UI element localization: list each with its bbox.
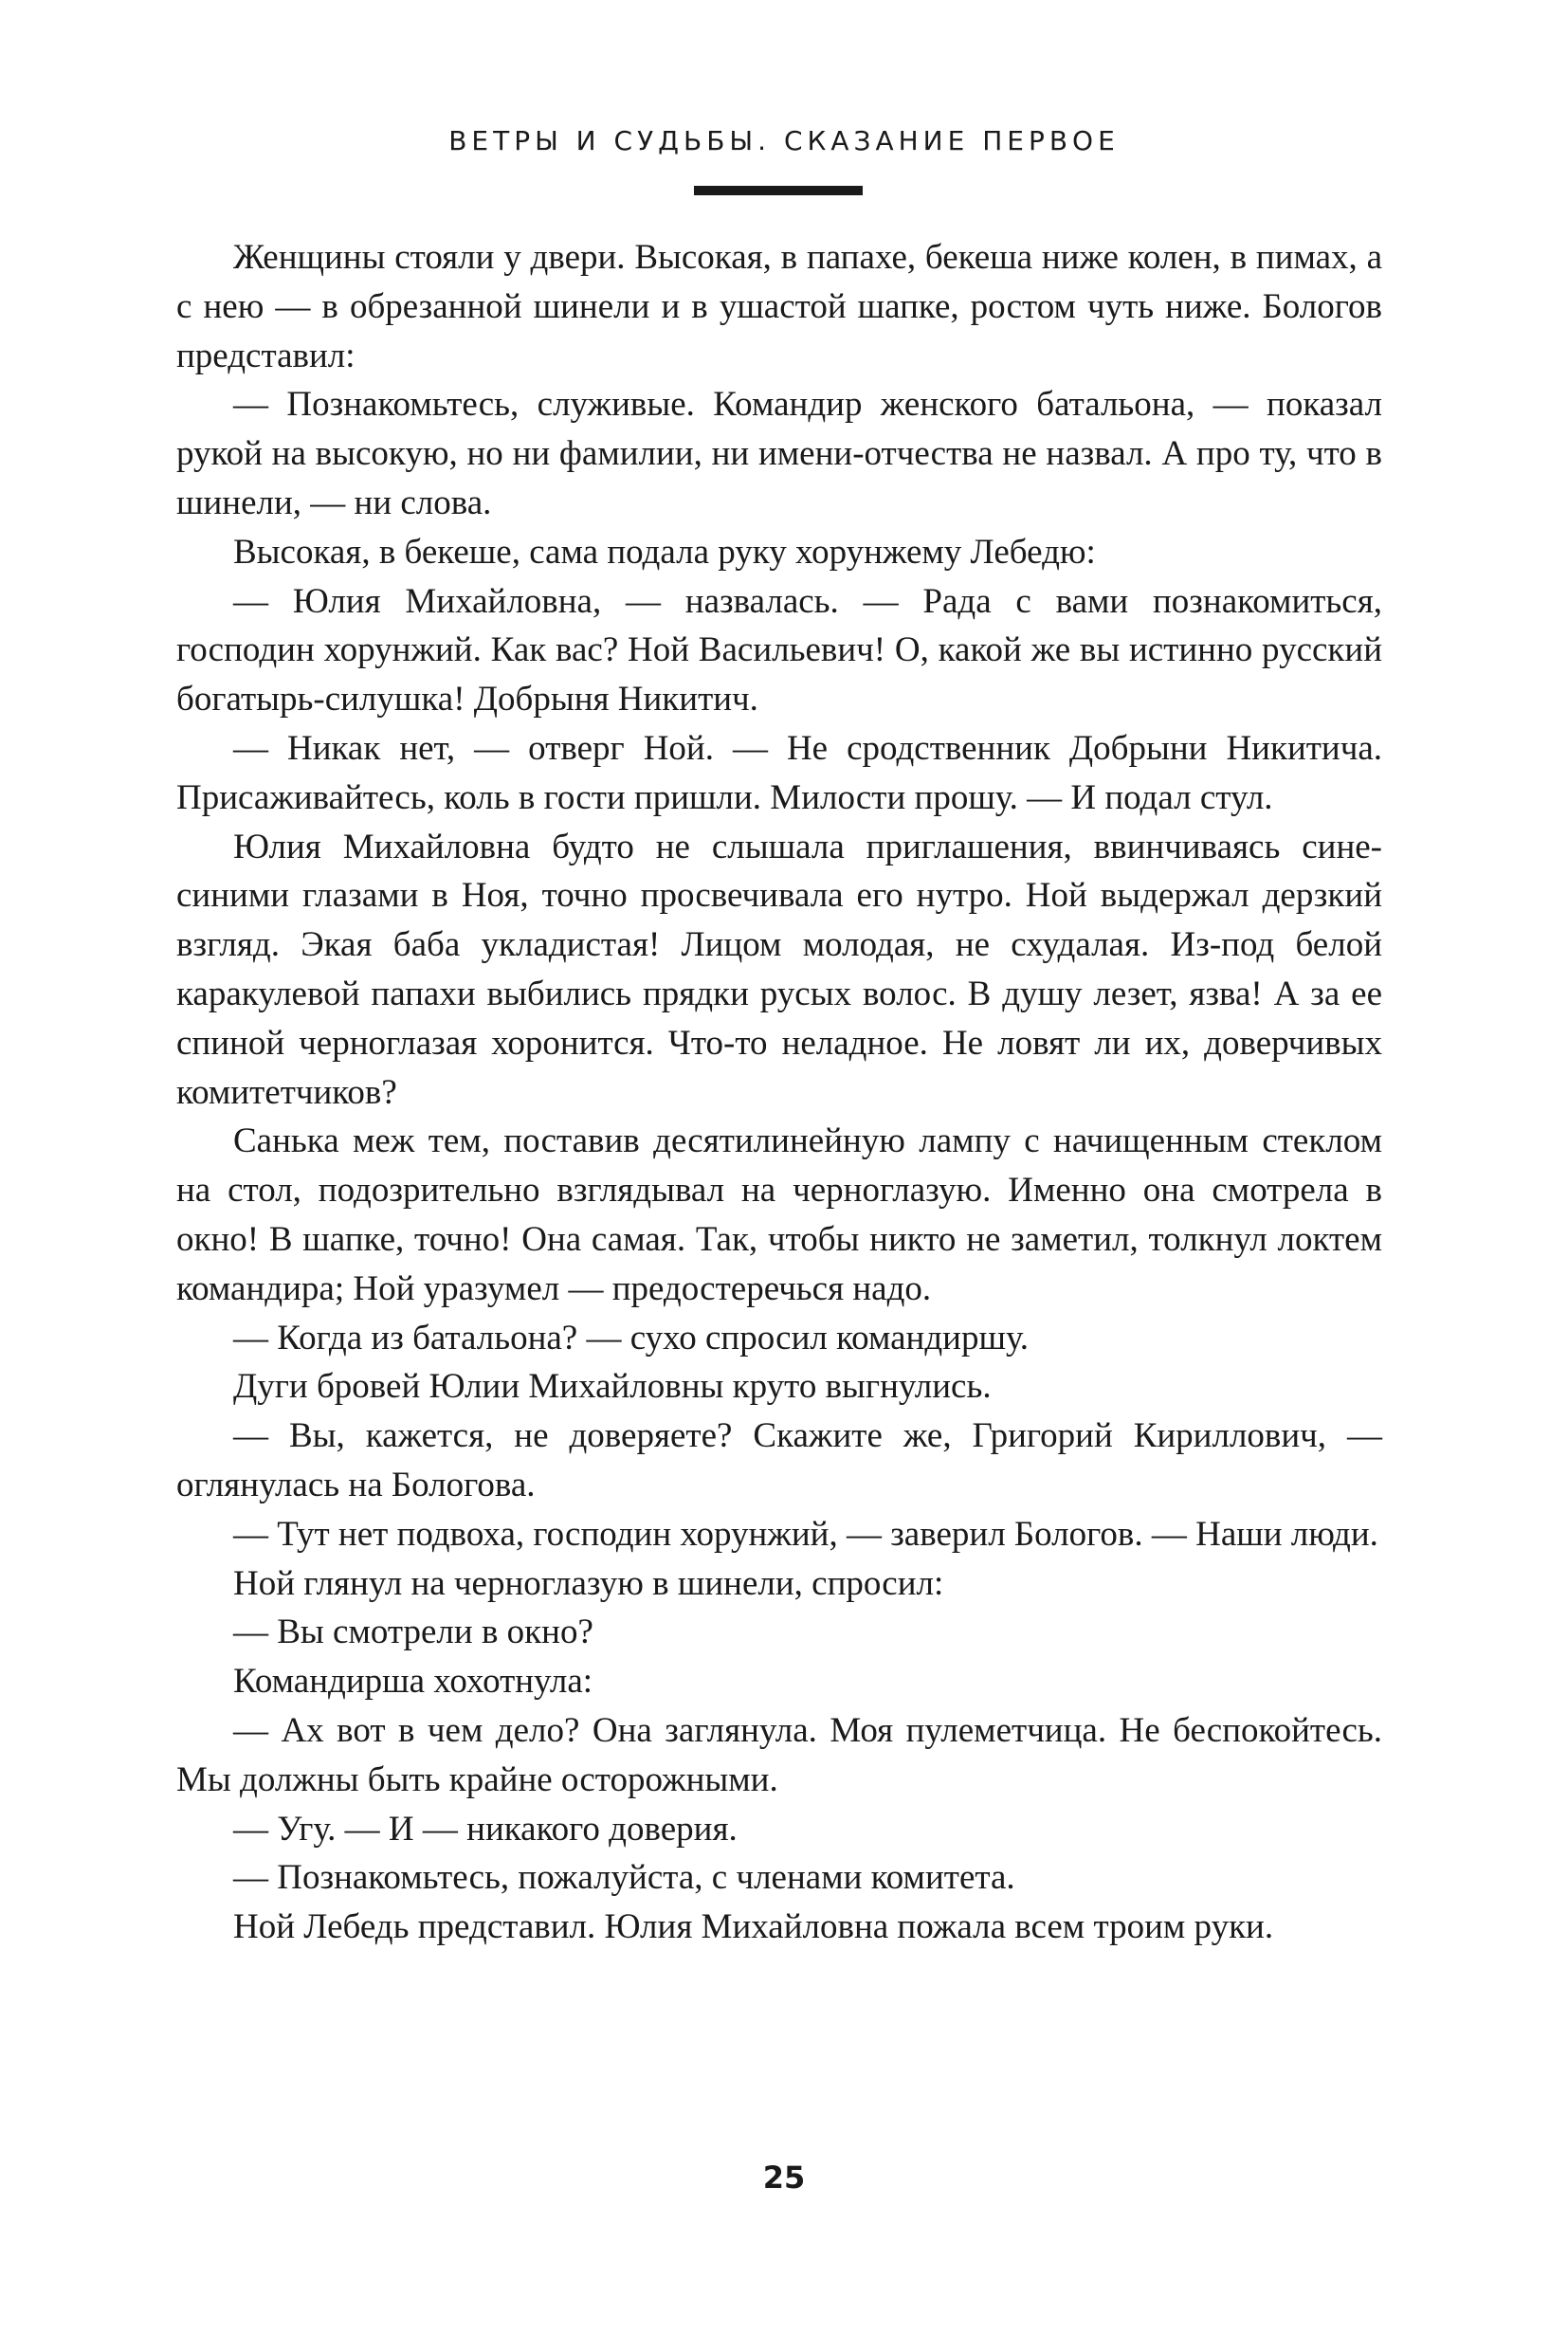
paragraph: — Никак нет, — отверг Ной. — Не сродственник Добрыни Никитича. Присаживайтесь, коль в гости пришли. Милости прошу. — И подал стул. xyxy=(176,728,1382,817)
body-text xyxy=(176,233,1382,1952)
paragraph: — Ах вот в чем дело? Она заглянула. Моя пулеметчица. Не беспокойтесь. Мы должны быть крайне осторожными. xyxy=(176,1710,1382,1799)
paragraph: — Познакомьтесь, пожалуйста, с членами комитета. xyxy=(233,1858,1015,1898)
paragraph: Командирша хохотнула: xyxy=(233,1662,593,1702)
paragraph: Ной Лебедь представил. Юлия Михайловна пожала всем троим руки. xyxy=(233,1907,1274,1947)
paragraph: — Тут нет подвоха, господин хорунжий, — заверил Бологов. — Наши люди. xyxy=(233,1514,1378,1554)
paragraph: Юлия Михайловна будто не слышала приглашения, ввинчиваясь сине-синими глазами в Ноя, точно просвечивала его нутро. Ной выдержал дерзкий взгляд. Экая баба укладистая! Лицом молодая, не схудалая. Из-под белой каракулевой папахи выбились прядки русых волос. В душу лезет, язва! А за ее спиной черноглазая хоронится. Что-то неладное. Не ловят ли их, доверчивых комитетчиков? xyxy=(176,827,1382,1112)
paragraph: — Юлия Михайловна, — назвалась. — Рада с вами познакомиться, господин хорунжий. Как вас? Ной Васильевич! О, какой же вы истинно русский богатырь-силушка! Добрыня Никитич. xyxy=(176,581,1382,720)
running-title: ВЕТРЫ И СУДЬБЫ. СКАЗАНИЕ ПЕРВОЕ xyxy=(448,125,1120,156)
paragraph: — Когда из батальона? — сухо спросил командиршу. xyxy=(233,1318,1030,1358)
paragraph: Ной глянул на черноглазую в шинели, спросил: xyxy=(233,1563,944,1603)
paragraph: Дуги бровей Юлии Михайловны круто выгнулись. xyxy=(233,1367,992,1407)
paragraph: — Вы, кажется, не доверяете? Скажите же, Григорий Кириллович, — оглянулась на Бологова. xyxy=(176,1416,1382,1504)
paragraph: — Угу. — И — никакого доверия. xyxy=(233,1809,738,1849)
paragraph: Женщины стояли у двери. Высокая, в папахе, бекеша ниже колен, в пимах, а с нею — в обрезанной шинели и в ушастой шапке, ростом чуть ниже. Бологов представил: xyxy=(176,238,1382,375)
page-number: 25 xyxy=(762,2160,806,2196)
header-rule xyxy=(694,186,863,195)
paragraph: Высокая, в бекеше, сама подала руку хорунжему Лебедю: xyxy=(233,532,1096,572)
paragraph: — Познакомьтесь, служивые. Командир женского батальона, — показал рукой на высокую, но ни фамилии, ни имени-отчества не назвал. А про ту, что в шинели, — ни слова. xyxy=(176,385,1382,522)
paragraph: Санька меж тем, поставив десятилинейную лампу с начищенным стеклом на стол, подозрительно взглядывал на черноглазую. Именно она смотрела в окно! В шапке, точно! Она самая. Так, чтобы никто не заметил, толкнул локтем командира; Ной уразумел — предостеречься надо. xyxy=(176,1121,1382,1308)
paragraph: — Вы смотрели в окно? xyxy=(233,1613,593,1652)
